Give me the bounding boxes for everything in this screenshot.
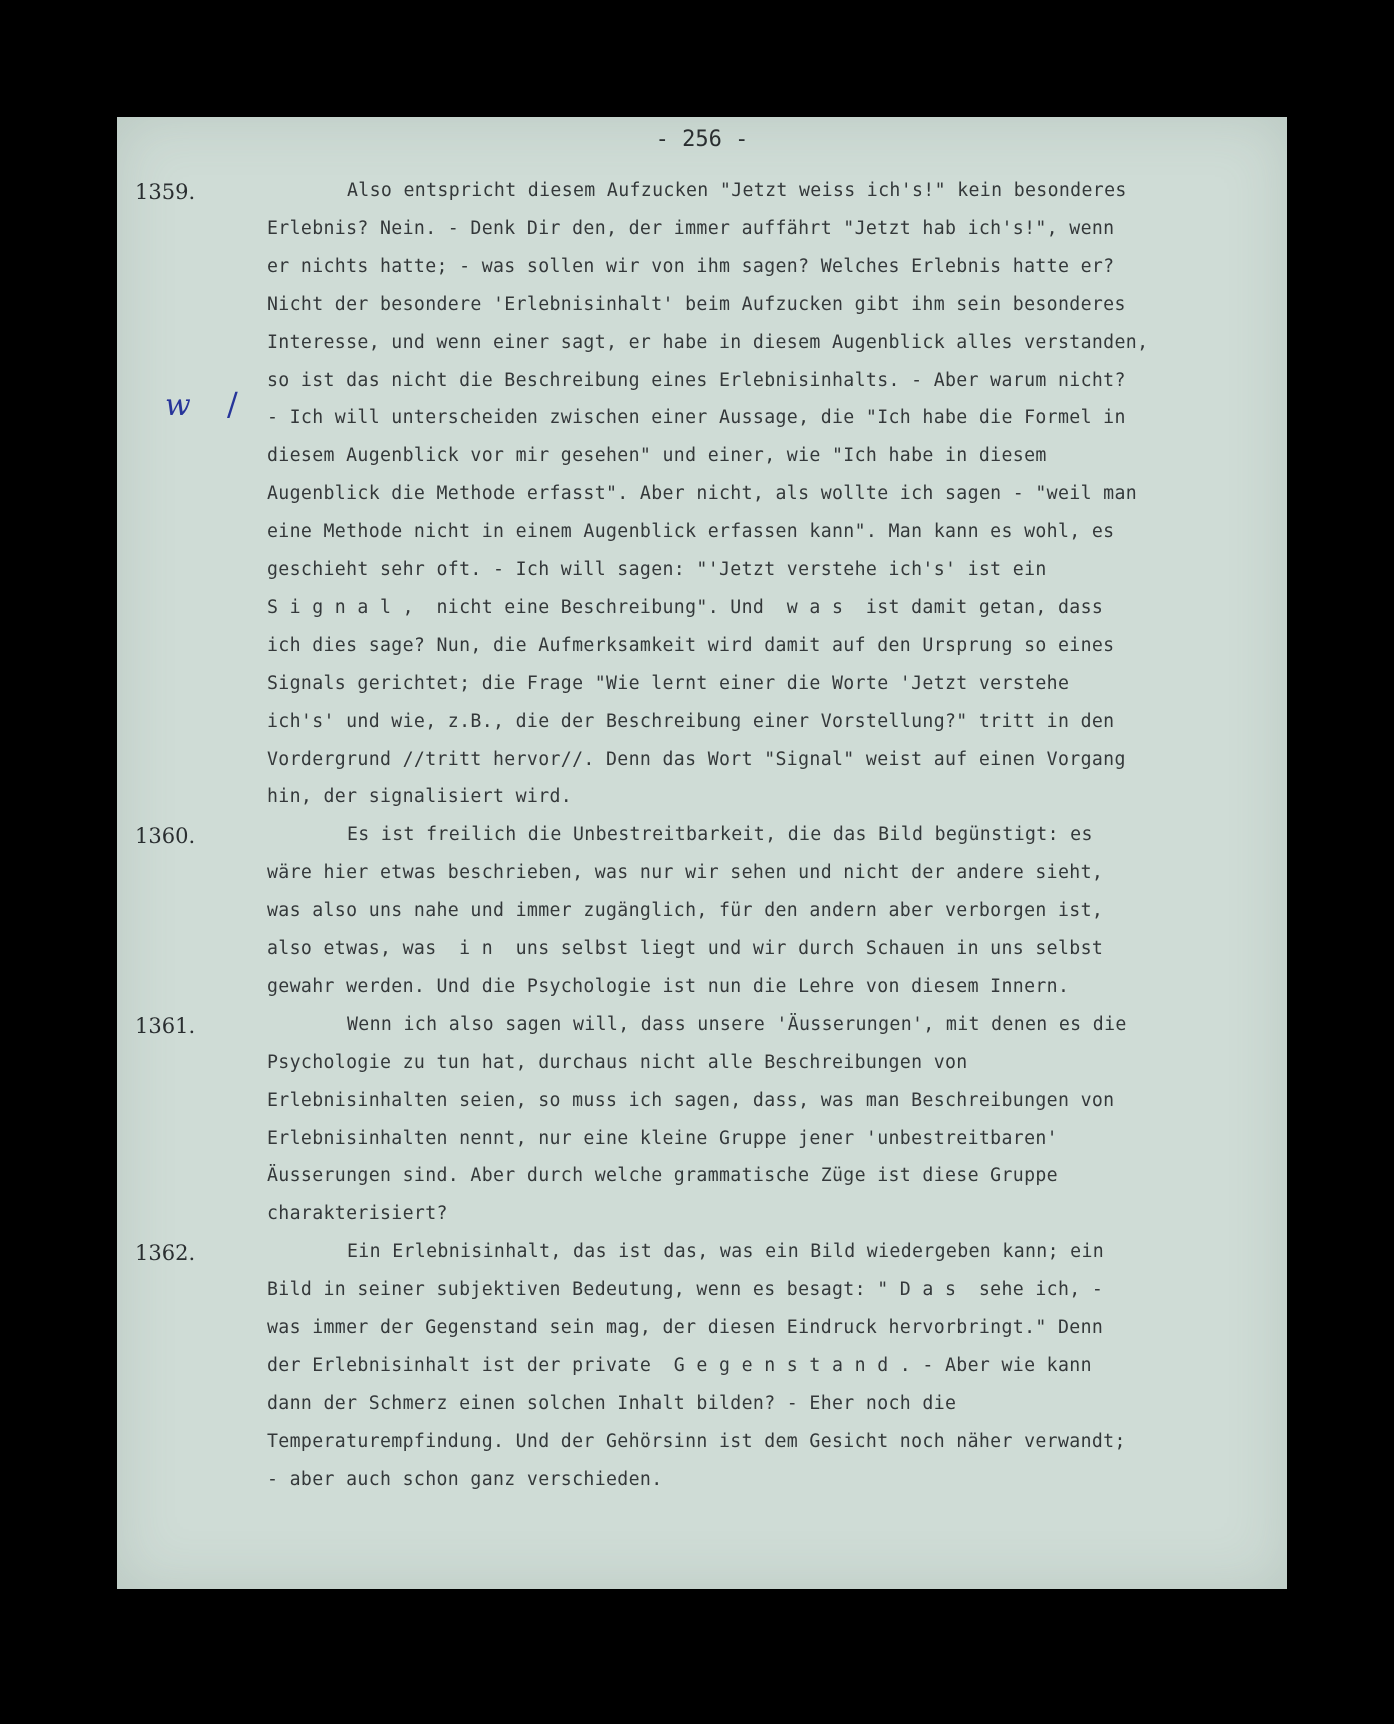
text-line: ich dies sage? Nun, die Aufmerksamkeit wird damit auf den Ursprung so eines — [267, 634, 1115, 656]
text-line: Psychologie zu tun hat, durchaus nicht alle Beschreibungen von — [267, 1051, 968, 1073]
section-number: 1362. — [135, 1241, 196, 1266]
section-number: 1360. — [135, 824, 196, 849]
text-line: Also entspricht diesem Aufzucken "Jetzt weiss ich's!" kein besonderes — [347, 180, 1127, 201]
typescript-page — [117, 117, 1287, 1589]
text-line: - Ich will unterscheiden zwischen einer Aussage, die "Ich habe die Formel in — [267, 407, 1126, 429]
margin-note-slash: / — [227, 385, 238, 423]
text-line: ich's' und wie, z.B., die der Beschreibung einer Vorstellung?" tritt in den — [267, 710, 1115, 732]
text-line: hin, der signalisiert wird. — [267, 786, 573, 808]
text-line: Bild in seiner subjektiven Bedeutung, wenn es besagt: " D a s sehe ich, - — [267, 1279, 1104, 1301]
text-line: Interesse, und wenn einer sagt, er habe in diesem Augenblick alles verstanden, — [267, 331, 1149, 353]
text-line: Erlebnisinhalten nennt, nur eine kleine Gruppe jener 'unbestreitbaren' — [267, 1127, 1058, 1149]
section-number: 1361. — [135, 1013, 196, 1038]
text-line: S i g n a l , nicht eine Beschreibung". Und w a s ist damit getan, dass — [267, 596, 1104, 618]
text-line: charakterisiert? — [267, 1203, 448, 1225]
text-line: geschieht sehr oft. - Ich will sagen: "'Jetzt verstehe ich's' ist ein — [267, 559, 1047, 580]
text-line: so ist das nicht die Beschreibung eines Erlebnisinhalts. - Aber warum nicht? — [267, 369, 1126, 391]
section-number: 1359. — [135, 180, 196, 204]
page-number: - 256 - — [655, 127, 749, 152]
text-line: Erlebnis? Nein. - Denk Dir den, der immer auffährt "Jetzt hab ich's!", wenn — [267, 217, 1115, 239]
text-line: also etwas, was i n uns selbst liegt und wir durch Schauen in uns selbst — [267, 938, 1104, 959]
text-line: eine Methode nicht in einem Augenblick erfassen kann". Man kann es wohl, es — [267, 521, 1115, 543]
text-line: Es ist freilich die Unbestreitbarkeit, die das Bild begünstigt: es — [347, 824, 1093, 846]
margin-note-w: w — [165, 388, 191, 423]
text-line: Augenblick die Methode erfasst". Aber nicht, als wollte ich sagen - "weil man — [267, 483, 1138, 505]
text-line: Erlebnisinhalten seien, so muss ich sagen, dass, was man Beschreibungen von — [267, 1089, 1115, 1111]
text-line: - aber auch schon ganz verschieden. — [267, 1468, 663, 1490]
text-line: diesem Augenblick vor mir gesehen" und einer, wie "Ich habe in diesem — [267, 445, 1047, 467]
text-line: dann der Schmerz einen solchen Inhalt bilden? - Eher noch die — [267, 1392, 957, 1414]
text-line: der Erlebnisinhalt ist der private G e g e n s t a n d . - Aber wie kann — [267, 1354, 1092, 1376]
text-line: wäre hier etwas beschrieben, was nur wir sehen und nicht der andere sieht, — [267, 862, 1104, 884]
text-line: Signals gerichtet; die Frage "Wie lernt einer die Worte 'Jetzt verstehe — [267, 672, 1070, 694]
text-line: gewahr werden. Und die Psychologie ist nun die Lehre von diesem Innern. — [267, 975, 1070, 997]
text-line: was also uns nahe und immer zugänglich, für den andern aber verborgen ist, — [267, 900, 1104, 922]
text-line: er nichts hatte; - was sollen wir von ihm sagen? Welches Erlebnis hatte er? — [267, 255, 1115, 277]
text-line: Nicht der besondere 'Erlebnisinhalt' beim Aufzucken gibt ihm sein besonderes — [267, 293, 1126, 315]
text-line: Wenn ich also sagen will, dass unsere 'Äusserungen', mit denen es die — [347, 1013, 1127, 1035]
text-line: Temperaturempfindung. Und der Gehörsinn ist dem Gesicht noch näher verwandt; — [267, 1430, 1126, 1452]
text-line: Ein Erlebnisinhalt, das ist das, was ein Bild wiedergeben kann; ein — [347, 1241, 1105, 1263]
text-line: was immer der Gegenstand sein mag, der diesen Eindruck hervorbringt." Denn — [267, 1317, 1104, 1338]
text-line: Vordergrund //tritt hervor//. Denn das Wort "Signal" weist auf einen Vorgang — [267, 748, 1126, 770]
text-line: Äusserungen sind. Aber durch welche grammatische Züge ist diese Gruppe — [267, 1165, 1058, 1187]
